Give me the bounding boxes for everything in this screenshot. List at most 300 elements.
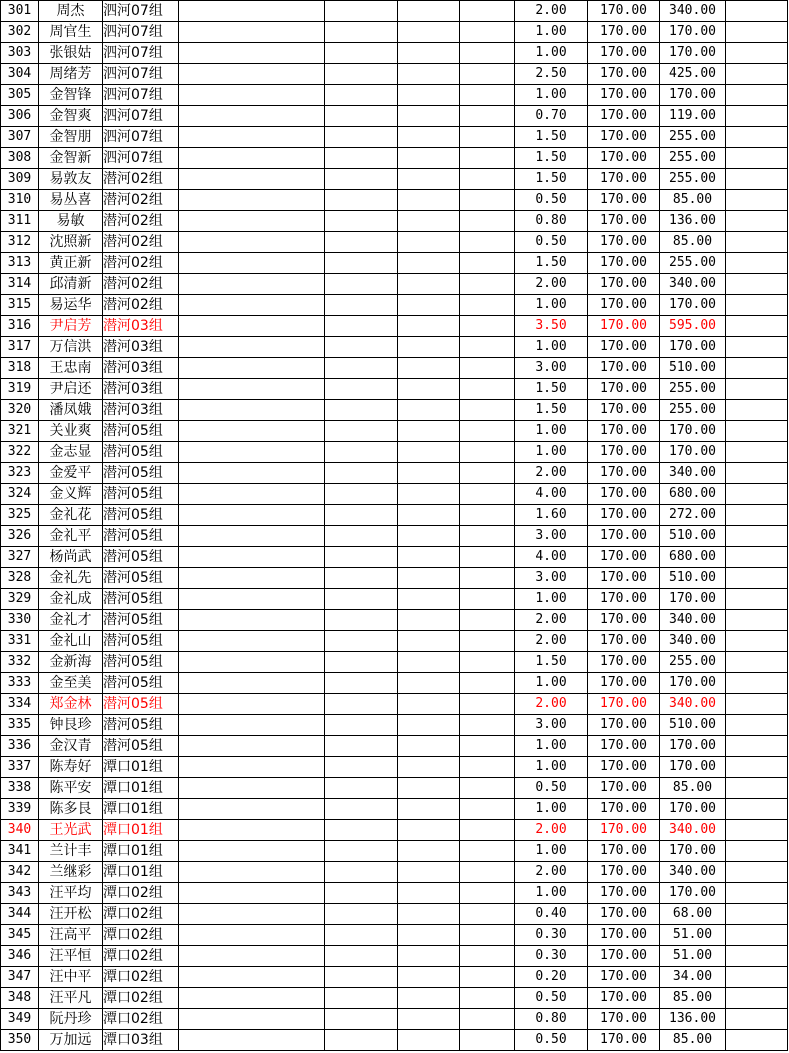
area-cell[interactable]: 0.70 <box>515 106 588 127</box>
blank-cell[interactable] <box>460 274 515 295</box>
blank-cell[interactable] <box>460 169 515 190</box>
blank-cell[interactable] <box>726 904 788 925</box>
amount-cell[interactable]: 510.00 <box>660 715 726 736</box>
name-cell[interactable]: 周官生 <box>39 22 103 43</box>
group-cell[interactable]: 潜河05组 <box>103 673 179 694</box>
name-cell[interactable]: 金义辉 <box>39 484 103 505</box>
row-number[interactable]: 325 <box>1 505 39 526</box>
name-cell[interactable]: 金礼先 <box>39 568 103 589</box>
area-cell[interactable]: 1.50 <box>515 400 588 421</box>
blank-cell[interactable] <box>460 799 515 820</box>
blank-cell[interactable] <box>726 148 788 169</box>
blank-cell[interactable] <box>726 22 788 43</box>
name-cell[interactable]: 金爱平 <box>39 463 103 484</box>
price-cell[interactable]: 170.00 <box>588 400 660 421</box>
area-cell[interactable]: 1.00 <box>515 841 588 862</box>
blank-cell[interactable] <box>460 85 515 106</box>
blank-cell[interactable] <box>460 547 515 568</box>
price-cell[interactable]: 170.00 <box>588 568 660 589</box>
blank-cell[interactable] <box>179 484 325 505</box>
blank-cell[interactable] <box>726 946 788 967</box>
area-cell[interactable]: 1.00 <box>515 883 588 904</box>
name-cell[interactable]: 王忠南 <box>39 358 103 379</box>
blank-cell[interactable] <box>325 526 398 547</box>
blank-cell[interactable] <box>460 526 515 547</box>
price-cell[interactable]: 170.00 <box>588 463 660 484</box>
blank-cell[interactable] <box>325 211 398 232</box>
price-cell[interactable]: 170.00 <box>588 778 660 799</box>
group-cell[interactable]: 泗河07组 <box>103 1 179 22</box>
blank-cell[interactable] <box>325 694 398 715</box>
group-cell[interactable]: 潜河03组 <box>103 316 179 337</box>
blank-cell[interactable] <box>460 883 515 904</box>
blank-cell[interactable] <box>325 190 398 211</box>
amount-cell[interactable]: 136.00 <box>660 211 726 232</box>
blank-cell[interactable] <box>398 484 460 505</box>
price-cell[interactable]: 170.00 <box>588 274 660 295</box>
blank-cell[interactable] <box>460 358 515 379</box>
area-cell[interactable]: 2.50 <box>515 64 588 85</box>
amount-cell[interactable]: 170.00 <box>660 841 726 862</box>
blank-cell[interactable] <box>460 568 515 589</box>
area-cell[interactable]: 3.00 <box>515 715 588 736</box>
blank-cell[interactable] <box>398 673 460 694</box>
blank-cell[interactable] <box>325 883 398 904</box>
group-cell[interactable]: 潭口01组 <box>103 841 179 862</box>
group-cell[interactable]: 潜河05组 <box>103 736 179 757</box>
name-cell[interactable]: 周绪芳 <box>39 64 103 85</box>
blank-cell[interactable] <box>179 295 325 316</box>
amount-cell[interactable]: 340.00 <box>660 862 726 883</box>
area-cell[interactable]: 1.00 <box>515 43 588 64</box>
blank-cell[interactable] <box>325 106 398 127</box>
blank-cell[interactable] <box>398 883 460 904</box>
blank-cell[interactable] <box>726 190 788 211</box>
amount-cell[interactable]: 680.00 <box>660 547 726 568</box>
name-cell[interactable]: 黄正新 <box>39 253 103 274</box>
group-cell[interactable]: 潜河02组 <box>103 169 179 190</box>
row-number[interactable]: 317 <box>1 337 39 358</box>
price-cell[interactable]: 170.00 <box>588 757 660 778</box>
blank-cell[interactable] <box>726 505 788 526</box>
group-cell[interactable]: 潜河05组 <box>103 484 179 505</box>
row-number[interactable]: 302 <box>1 22 39 43</box>
blank-cell[interactable] <box>460 232 515 253</box>
group-cell[interactable]: 潜河03组 <box>103 400 179 421</box>
blank-cell[interactable] <box>325 778 398 799</box>
blank-cell[interactable] <box>398 148 460 169</box>
blank-cell[interactable] <box>325 64 398 85</box>
row-number[interactable]: 322 <box>1 442 39 463</box>
area-cell[interactable]: 2.00 <box>515 1 588 22</box>
area-cell[interactable]: 1.50 <box>515 253 588 274</box>
blank-cell[interactable] <box>325 463 398 484</box>
amount-cell[interactable]: 595.00 <box>660 316 726 337</box>
blank-cell[interactable] <box>726 484 788 505</box>
blank-cell[interactable] <box>726 652 788 673</box>
name-cell[interactable]: 金智爽 <box>39 106 103 127</box>
blank-cell[interactable] <box>726 379 788 400</box>
blank-cell[interactable] <box>179 925 325 946</box>
area-cell[interactable]: 2.00 <box>515 610 588 631</box>
blank-cell[interactable] <box>726 841 788 862</box>
amount-cell[interactable]: 85.00 <box>660 988 726 1009</box>
blank-cell[interactable] <box>726 1009 788 1030</box>
blank-cell[interactable] <box>398 694 460 715</box>
blank-cell[interactable] <box>460 757 515 778</box>
price-cell[interactable]: 170.00 <box>588 505 660 526</box>
blank-cell[interactable] <box>179 190 325 211</box>
name-cell[interactable]: 金汉青 <box>39 736 103 757</box>
area-cell[interactable]: 2.00 <box>515 631 588 652</box>
blank-cell[interactable] <box>179 526 325 547</box>
blank-cell[interactable] <box>179 358 325 379</box>
name-cell[interactable]: 金礼成 <box>39 589 103 610</box>
blank-cell[interactable] <box>726 358 788 379</box>
amount-cell[interactable]: 170.00 <box>660 295 726 316</box>
amount-cell[interactable]: 170.00 <box>660 85 726 106</box>
row-number[interactable]: 350 <box>1 1030 39 1051</box>
blank-cell[interactable] <box>179 652 325 673</box>
group-cell[interactable]: 泗河07组 <box>103 22 179 43</box>
area-cell[interactable]: 0.30 <box>515 946 588 967</box>
amount-cell[interactable]: 170.00 <box>660 736 726 757</box>
name-cell[interactable]: 兰计丰 <box>39 841 103 862</box>
name-cell[interactable]: 易运华 <box>39 295 103 316</box>
blank-cell[interactable] <box>460 43 515 64</box>
blank-cell[interactable] <box>179 169 325 190</box>
price-cell[interactable]: 170.00 <box>588 841 660 862</box>
name-cell[interactable]: 汪中平 <box>39 967 103 988</box>
price-cell[interactable]: 170.00 <box>588 316 660 337</box>
price-cell[interactable]: 170.00 <box>588 295 660 316</box>
blank-cell[interactable] <box>325 505 398 526</box>
blank-cell[interactable] <box>325 946 398 967</box>
price-cell[interactable]: 170.00 <box>588 232 660 253</box>
row-number[interactable]: 346 <box>1 946 39 967</box>
blank-cell[interactable] <box>325 43 398 64</box>
blank-cell[interactable] <box>179 463 325 484</box>
blank-cell[interactable] <box>398 337 460 358</box>
blank-cell[interactable] <box>398 736 460 757</box>
blank-cell[interactable] <box>325 232 398 253</box>
amount-cell[interactable]: 680.00 <box>660 484 726 505</box>
blank-cell[interactable] <box>460 610 515 631</box>
price-cell[interactable]: 170.00 <box>588 946 660 967</box>
price-cell[interactable]: 170.00 <box>588 358 660 379</box>
blank-cell[interactable] <box>460 442 515 463</box>
name-cell[interactable]: 周杰 <box>39 1 103 22</box>
blank-cell[interactable] <box>460 400 515 421</box>
group-cell[interactable]: 潜河03组 <box>103 358 179 379</box>
row-number[interactable]: 307 <box>1 127 39 148</box>
blank-cell[interactable] <box>726 526 788 547</box>
blank-cell[interactable] <box>398 568 460 589</box>
price-cell[interactable]: 170.00 <box>588 988 660 1009</box>
row-number[interactable]: 333 <box>1 673 39 694</box>
name-cell[interactable]: 金智锋 <box>39 85 103 106</box>
amount-cell[interactable]: 272.00 <box>660 505 726 526</box>
area-cell[interactable]: 2.00 <box>515 820 588 841</box>
row-number[interactable]: 344 <box>1 904 39 925</box>
blank-cell[interactable] <box>179 547 325 568</box>
price-cell[interactable]: 170.00 <box>588 967 660 988</box>
blank-cell[interactable] <box>726 106 788 127</box>
group-cell[interactable]: 潜河05组 <box>103 694 179 715</box>
blank-cell[interactable] <box>460 673 515 694</box>
blank-cell[interactable] <box>398 85 460 106</box>
area-cell[interactable]: 1.00 <box>515 85 588 106</box>
blank-cell[interactable] <box>179 1 325 22</box>
name-cell[interactable]: 金新海 <box>39 652 103 673</box>
blank-cell[interactable] <box>726 421 788 442</box>
row-number[interactable]: 347 <box>1 967 39 988</box>
blank-cell[interactable] <box>460 925 515 946</box>
name-cell[interactable]: 易敏 <box>39 211 103 232</box>
name-cell[interactable]: 兰继彩 <box>39 862 103 883</box>
blank-cell[interactable] <box>398 211 460 232</box>
row-number[interactable]: 318 <box>1 358 39 379</box>
area-cell[interactable]: 4.00 <box>515 547 588 568</box>
blank-cell[interactable] <box>460 589 515 610</box>
name-cell[interactable]: 沈照新 <box>39 232 103 253</box>
blank-cell[interactable] <box>398 43 460 64</box>
blank-cell[interactable] <box>460 904 515 925</box>
price-cell[interactable]: 170.00 <box>588 148 660 169</box>
amount-cell[interactable]: 85.00 <box>660 1030 726 1051</box>
row-number[interactable]: 337 <box>1 757 39 778</box>
area-cell[interactable]: 2.00 <box>515 862 588 883</box>
blank-cell[interactable] <box>726 673 788 694</box>
amount-cell[interactable]: 255.00 <box>660 127 726 148</box>
price-cell[interactable]: 170.00 <box>588 589 660 610</box>
group-cell[interactable]: 潭口03组 <box>103 1030 179 1051</box>
row-number[interactable]: 315 <box>1 295 39 316</box>
blank-cell[interactable] <box>726 988 788 1009</box>
group-cell[interactable]: 潜河05组 <box>103 421 179 442</box>
amount-cell[interactable]: 510.00 <box>660 568 726 589</box>
group-cell[interactable]: 潜河05组 <box>103 568 179 589</box>
row-number[interactable]: 336 <box>1 736 39 757</box>
name-cell[interactable]: 汪平凡 <box>39 988 103 1009</box>
blank-cell[interactable] <box>179 736 325 757</box>
blank-cell[interactable] <box>179 694 325 715</box>
blank-cell[interactable] <box>179 316 325 337</box>
amount-cell[interactable]: 170.00 <box>660 337 726 358</box>
blank-cell[interactable] <box>398 127 460 148</box>
amount-cell[interactable]: 340.00 <box>660 274 726 295</box>
area-cell[interactable]: 1.00 <box>515 421 588 442</box>
blank-cell[interactable] <box>726 43 788 64</box>
name-cell[interactable]: 汪平均 <box>39 883 103 904</box>
name-cell[interactable]: 金志显 <box>39 442 103 463</box>
group-cell[interactable]: 潭口01组 <box>103 778 179 799</box>
blank-cell[interactable] <box>179 589 325 610</box>
blank-cell[interactable] <box>179 337 325 358</box>
amount-cell[interactable]: 170.00 <box>660 22 726 43</box>
blank-cell[interactable] <box>398 757 460 778</box>
blank-cell[interactable] <box>460 715 515 736</box>
amount-cell[interactable]: 255.00 <box>660 148 726 169</box>
amount-cell[interactable]: 255.00 <box>660 253 726 274</box>
name-cell[interactable]: 陈平安 <box>39 778 103 799</box>
blank-cell[interactable] <box>179 22 325 43</box>
row-number[interactable]: 312 <box>1 232 39 253</box>
area-cell[interactable]: 3.00 <box>515 358 588 379</box>
group-cell[interactable]: 潜河02组 <box>103 253 179 274</box>
blank-cell[interactable] <box>398 1030 460 1051</box>
blank-cell[interactable] <box>325 274 398 295</box>
blank-cell[interactable] <box>179 715 325 736</box>
group-cell[interactable]: 潜河05组 <box>103 505 179 526</box>
amount-cell[interactable]: 136.00 <box>660 1009 726 1030</box>
row-number[interactable]: 323 <box>1 463 39 484</box>
area-cell[interactable]: 0.20 <box>515 967 588 988</box>
price-cell[interactable]: 170.00 <box>588 1030 660 1051</box>
name-cell[interactable]: 关业爽 <box>39 421 103 442</box>
row-number[interactable]: 334 <box>1 694 39 715</box>
blank-cell[interactable] <box>398 820 460 841</box>
blank-cell[interactable] <box>179 904 325 925</box>
price-cell[interactable]: 170.00 <box>588 379 660 400</box>
blank-cell[interactable] <box>726 295 788 316</box>
blank-cell[interactable] <box>179 967 325 988</box>
price-cell[interactable]: 170.00 <box>588 652 660 673</box>
blank-cell[interactable] <box>726 127 788 148</box>
group-cell[interactable]: 泗河07组 <box>103 148 179 169</box>
group-cell[interactable]: 潭口02组 <box>103 946 179 967</box>
amount-cell[interactable]: 340.00 <box>660 631 726 652</box>
price-cell[interactable]: 170.00 <box>588 337 660 358</box>
area-cell[interactable]: 1.60 <box>515 505 588 526</box>
blank-cell[interactable] <box>398 505 460 526</box>
name-cell[interactable]: 金智朋 <box>39 127 103 148</box>
blank-cell[interactable] <box>179 1009 325 1030</box>
blank-cell[interactable] <box>398 526 460 547</box>
blank-cell[interactable] <box>460 778 515 799</box>
blank-cell[interactable] <box>179 64 325 85</box>
group-cell[interactable]: 泗河07组 <box>103 106 179 127</box>
blank-cell[interactable] <box>179 211 325 232</box>
blank-cell[interactable] <box>179 841 325 862</box>
name-cell[interactable]: 万加远 <box>39 1030 103 1051</box>
group-cell[interactable]: 潜河05组 <box>103 442 179 463</box>
blank-cell[interactable] <box>460 379 515 400</box>
blank-cell[interactable] <box>398 1 460 22</box>
area-cell[interactable]: 1.50 <box>515 379 588 400</box>
group-cell[interactable]: 潭口01组 <box>103 757 179 778</box>
price-cell[interactable]: 170.00 <box>588 526 660 547</box>
blank-cell[interactable] <box>179 568 325 589</box>
name-cell[interactable]: 汪高平 <box>39 925 103 946</box>
blank-cell[interactable] <box>726 274 788 295</box>
blank-cell[interactable] <box>398 169 460 190</box>
name-cell[interactable]: 郑金林 <box>39 694 103 715</box>
area-cell[interactable]: 1.00 <box>515 757 588 778</box>
blank-cell[interactable] <box>726 85 788 106</box>
group-cell[interactable]: 潜河02组 <box>103 211 179 232</box>
row-number[interactable]: 338 <box>1 778 39 799</box>
blank-cell[interactable] <box>179 778 325 799</box>
area-cell[interactable]: 0.50 <box>515 232 588 253</box>
blank-cell[interactable] <box>325 862 398 883</box>
group-cell[interactable]: 潭口02组 <box>103 988 179 1009</box>
blank-cell[interactable] <box>398 400 460 421</box>
blank-cell[interactable] <box>726 925 788 946</box>
row-number[interactable]: 348 <box>1 988 39 1009</box>
area-cell[interactable]: 1.00 <box>515 673 588 694</box>
name-cell[interactable]: 金智新 <box>39 148 103 169</box>
row-number[interactable]: 304 <box>1 64 39 85</box>
amount-cell[interactable]: 51.00 <box>660 925 726 946</box>
blank-cell[interactable] <box>179 148 325 169</box>
blank-cell[interactable] <box>460 148 515 169</box>
name-cell[interactable]: 陈寿好 <box>39 757 103 778</box>
row-number[interactable]: 324 <box>1 484 39 505</box>
area-cell[interactable]: 3.50 <box>515 316 588 337</box>
blank-cell[interactable] <box>398 799 460 820</box>
blank-cell[interactable] <box>325 1 398 22</box>
blank-cell[interactable] <box>179 673 325 694</box>
blank-cell[interactable] <box>325 820 398 841</box>
blank-cell[interactable] <box>726 631 788 652</box>
blank-cell[interactable] <box>460 484 515 505</box>
amount-cell[interactable]: 85.00 <box>660 232 726 253</box>
price-cell[interactable]: 170.00 <box>588 127 660 148</box>
blank-cell[interactable] <box>325 295 398 316</box>
amount-cell[interactable]: 425.00 <box>660 64 726 85</box>
row-number[interactable]: 316 <box>1 316 39 337</box>
blank-cell[interactable] <box>325 1030 398 1051</box>
amount-cell[interactable]: 170.00 <box>660 43 726 64</box>
amount-cell[interactable]: 119.00 <box>660 106 726 127</box>
blank-cell[interactable] <box>325 421 398 442</box>
price-cell[interactable]: 170.00 <box>588 1009 660 1030</box>
blank-cell[interactable] <box>325 379 398 400</box>
row-number[interactable]: 313 <box>1 253 39 274</box>
row-number[interactable]: 306 <box>1 106 39 127</box>
blank-cell[interactable] <box>726 316 788 337</box>
blank-cell[interactable] <box>460 505 515 526</box>
area-cell[interactable]: 0.30 <box>515 925 588 946</box>
group-cell[interactable]: 潜河03组 <box>103 379 179 400</box>
row-number[interactable]: 327 <box>1 547 39 568</box>
group-cell[interactable]: 潜河02组 <box>103 232 179 253</box>
blank-cell[interactable] <box>398 631 460 652</box>
row-number[interactable]: 314 <box>1 274 39 295</box>
row-number[interactable]: 339 <box>1 799 39 820</box>
blank-cell[interactable] <box>460 652 515 673</box>
blank-cell[interactable] <box>726 232 788 253</box>
area-cell[interactable]: 0.50 <box>515 988 588 1009</box>
row-number[interactable]: 329 <box>1 589 39 610</box>
row-number[interactable]: 305 <box>1 85 39 106</box>
blank-cell[interactable] <box>325 358 398 379</box>
blank-cell[interactable] <box>179 379 325 400</box>
amount-cell[interactable]: 340.00 <box>660 820 726 841</box>
area-cell[interactable]: 0.80 <box>515 211 588 232</box>
price-cell[interactable]: 170.00 <box>588 925 660 946</box>
price-cell[interactable]: 170.00 <box>588 22 660 43</box>
name-cell[interactable]: 金礼才 <box>39 610 103 631</box>
blank-cell[interactable] <box>460 22 515 43</box>
amount-cell[interactable]: 340.00 <box>660 1 726 22</box>
blank-cell[interactable] <box>179 127 325 148</box>
price-cell[interactable]: 170.00 <box>588 631 660 652</box>
blank-cell[interactable] <box>398 274 460 295</box>
blank-cell[interactable] <box>325 652 398 673</box>
amount-cell[interactable]: 170.00 <box>660 757 726 778</box>
